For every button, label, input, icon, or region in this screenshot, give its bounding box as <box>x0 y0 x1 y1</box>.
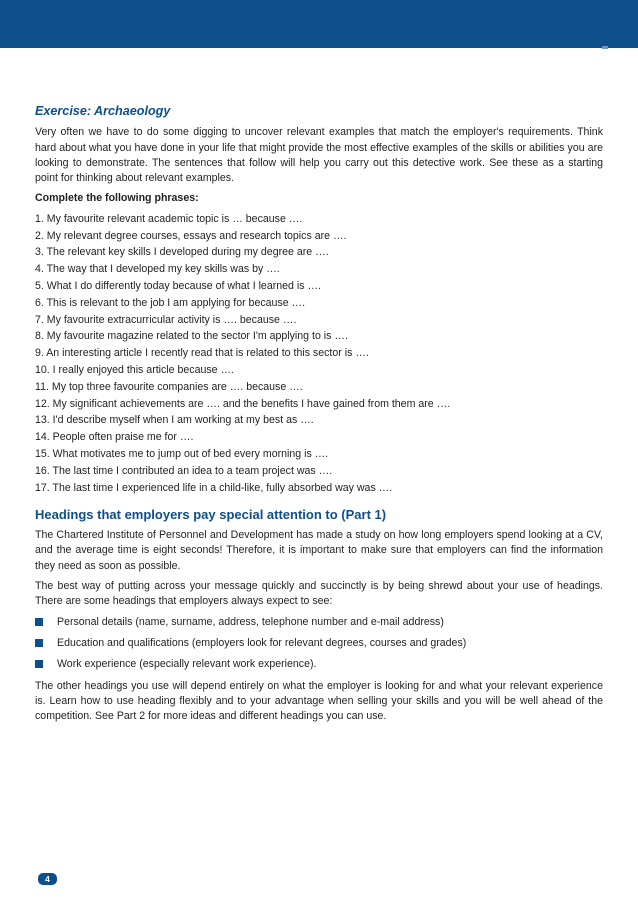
bullet-text: Personal details (name, surname, address, telephone number and e-mail address) <box>57 615 444 628</box>
phrase-item: 7. My favourite extracurricular activity is …. because …. <box>35 313 297 326</box>
phrase-item: 8. My favourite magazine related to the sector I'm applying to is …. <box>35 330 348 343</box>
phrase-item: 15. What motivates me to jump out of bed every morning is …. <box>35 447 329 460</box>
heading-bullet-list <box>35 615 603 673</box>
page-content <box>35 104 603 729</box>
phrase-item: 2. My relevant degree courses, essays and research topics are …. <box>35 229 347 242</box>
bullet-item <box>35 636 603 651</box>
bullet-text: Education and qualifications (employers look for relevant degrees, courses and grades) <box>57 636 467 649</box>
bullet-text: Work experience (especially relevant work experience). <box>57 658 317 671</box>
exercise-intro: Very often we have to do some digging to uncover relevant examples that match the employer's requirements. Think hard about what you have done in your life that might provide the most effective examples of the skills or abilities you are looking to demonstrate. The sentences that follow will help you carry out this detective work. See these as a starting point for thinking about relevant examples. <box>35 126 603 185</box>
exercise-instruction: Complete the following phrases: <box>35 192 199 205</box>
phrase-item: 9. An interesting article I recently read that is related to this sector is …. <box>35 347 369 360</box>
phrase-item: 1. My favourite relevant academic topic is … because …. <box>35 212 303 225</box>
section-paragraph-1: The Chartered Institute of Personnel and Development has made a study on how long employers spend looking at a CV, and the average time is eight seconds! Therefore, it is important to make sure that employers can find the information they need as soon as possible. <box>35 529 603 572</box>
phrase-item: 17. The last time I experienced life in a child-like, fully absorbed way was …. <box>35 481 393 494</box>
section-paragraph-3: The other headings you use will depend entirely on what the employer is looking for and what your relevant experience is. Learn how to use heading flexibly and to your advantage when selling your skills and you will be well ahead of the competition. See Part 2 for more ideas and different headings you can use. <box>35 679 603 723</box>
banner-accent <box>602 46 608 49</box>
exercise-title: Exercise: Archaeology <box>35 104 171 118</box>
phrase-item: 13. I'd describe myself when I am working at my best as …. <box>35 414 314 427</box>
section-heading: Headings that employers pay special attention to (Part 1) <box>35 506 387 522</box>
square-bullet-icon <box>35 618 43 626</box>
phrase-item: 4. The way that I developed my key skills was by …. <box>35 263 280 276</box>
phrase-item: 5. What I do differently today because of what I learned is …. <box>35 279 321 292</box>
header-banner <box>0 0 638 48</box>
section-paragraph-2: The best way of putting across your message quickly and succinctly is by being shrewd about your use of headings. There are some headings that employers always expect to see: <box>35 580 603 608</box>
bullet-item <box>35 657 603 672</box>
phrase-item: 3. The relevant key skills I developed during my degree are …. <box>35 246 329 259</box>
phrase-item: 11. My top three favourite companies are …. because …. <box>35 380 303 393</box>
bullet-item <box>35 615 603 630</box>
phrase-item: 14. People often praise me for …. <box>35 431 194 444</box>
phrase-item: 16. The last time I contributed an idea to a team project was …. <box>35 464 333 477</box>
phrase-item: 6. This is relevant to the job I am applying for because …. <box>35 296 306 309</box>
page-number-badge: 4 <box>38 873 57 885</box>
square-bullet-icon <box>35 639 43 647</box>
phrase-list <box>35 212 603 496</box>
square-bullet-icon <box>35 660 43 668</box>
phrase-item: 10. I really enjoyed this article because …. <box>35 363 235 376</box>
phrase-item: 12. My significant achievements are …. and the benefits I have gained from them are …. <box>35 397 451 410</box>
